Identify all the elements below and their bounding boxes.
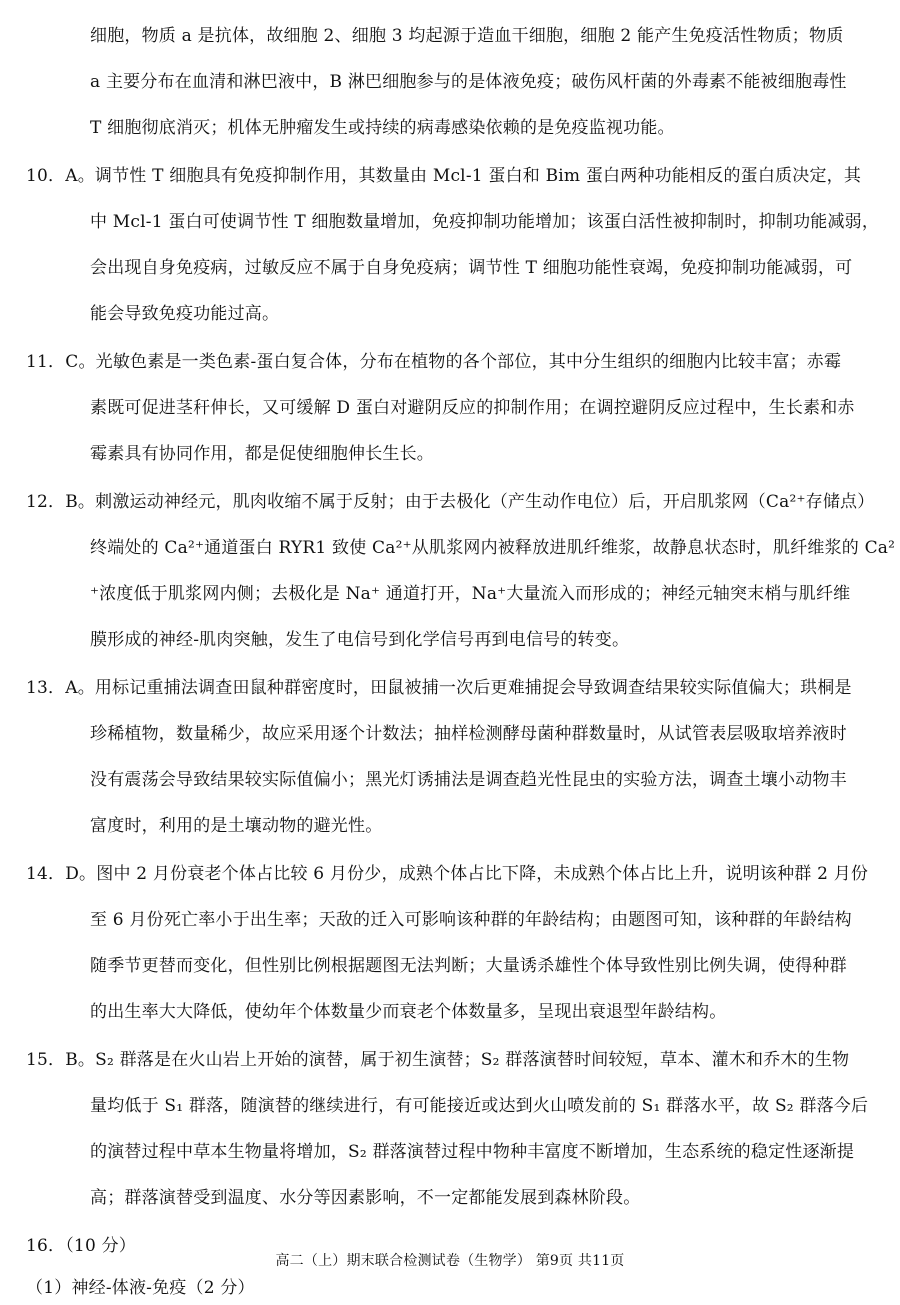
text-line: 随季节更替而变化，但性别比例根据题图无法判断；大量诱杀雄性个体导致性别比例失调，使得种群 — [90, 956, 847, 976]
text-line: 的出生率大大降低，使幼年个体数量少而衰老个体数量多，呈现出衰退型年龄结构。 — [90, 1002, 727, 1022]
text-line: 富度时，利用的是土壤动物的避光性。 — [90, 816, 383, 836]
page-footer: 高二（上）期末联合检测试卷（生物学） 第9页 共11页 — [275, 1253, 625, 1269]
text-line: 霉素具有协同作用，都是促使细胞伸长生长。 — [90, 444, 434, 464]
text-line: T 细胞彻底消灭；机体无肿瘤发生或持续的病毒感染依赖的是免疫监视功能。 — [90, 118, 675, 138]
text-line: （1）神经-体液-免疫（2 分） — [26, 1278, 255, 1298]
text-line: 珍稀植物，数量稀少，故应采用逐个计数法；抽样检测酵母菌种群数量时，从试管表层吸取培养液时 — [90, 724, 847, 744]
text-line: 没有震荡会导致结果较实际值偏小；黑光灯诱捕法是调查趋光性昆虫的实验方法，调查土壤小动物丰 — [90, 770, 847, 790]
text-line: ⁺浓度低于肌浆网内侧；去极化是 Na⁺ 通道打开，Na⁺大量流入而形成的；神经元轴突末梢与肌纤维 — [90, 584, 851, 604]
text-line: 10．A。调节性 T 细胞具有免疫抑制作用，其数量由 Mcl-1 蛋白和 Bim 蛋白两种功能相反的蛋白质决定，其 — [26, 166, 862, 186]
text-line: 会出现自身免疫病，过敏反应不属于自身免疫病；调节性 T 细胞功能性衰竭，免疫抑制功能减弱，可 — [90, 258, 853, 278]
text-line: 素既可促进茎秆伸长，又可缓解 D 蛋白对避阴反应的抑制作用；在调控避阴反应过程中，生长素和赤 — [90, 398, 855, 418]
text-line: 能会导致免疫功能过高。 — [90, 304, 280, 324]
text-line: 的演替过程中草本生物量将增加，S₂ 群落演替过程中物种丰富度不断增加，生态系统的稳定性逐渐提 — [90, 1142, 855, 1162]
text-line: 16．（10 分） — [26, 1236, 136, 1256]
text-line: 至 6 月份死亡率小于出生率；天敌的迁入可影响该种群的年龄结构；由题图可知，该种群的年龄结构 — [90, 910, 852, 930]
text-line: a 主要分布在血清和淋巴液中，B 淋巴细胞参与的是体液免疫；破伤风杆菌的外毒素不能被细胞毒性 — [90, 72, 847, 92]
text-line: 12．B。刺激运动神经元，肌肉收缩不属于反射；由于去极化（产生动作电位）后，开启肌浆网（Ca²⁺存储点） — [26, 492, 875, 512]
text-line: 13．A。用标记重捕法调查田鼠种群密度时，田鼠被捕一次后更难捕捉会导致调查结果较实际值偏大；珙桐是 — [26, 678, 852, 698]
text-line: 膜形成的神经-肌肉突触，发生了电信号到化学信号再到电信号的转变。 — [90, 630, 630, 650]
text-line: 14．D。图中 2 月份衰老个体占比较 6 月份少，成熟个体占比下降，未成熟个体占比上升，说明该种群 2 月份 — [26, 864, 869, 884]
text-line: 终端处的 Ca²⁺通道蛋白 RYR1 致使 Ca²⁺从肌浆网内被释放进肌纤维浆，故静息状态时，肌纤维浆的 Ca² — [90, 538, 896, 558]
text-line: 15．B。S₂ 群落是在火山岩上开始的演替，属于初生演替；S₂ 群落演替时间较短，草本、灌木和乔木的生物 — [26, 1050, 850, 1070]
text-line: 高；群落演替受到温度、水分等因素影响，不一定都能发展到森林阶段。 — [90, 1188, 641, 1208]
text-line: 11．C。光敏色素是一类色素-蛋白复合体，分布在植物的各个部位，其中分生组织的细胞内比较丰富；赤霉 — [26, 352, 842, 372]
text-line: 量均低于 S₁ 群落，随演替的继续进行，有可能接近或达到火山喷发前的 S₁ 群落水平，故 S₂ 群落今后 — [90, 1096, 869, 1116]
text-line: 细胞，物质 a 是抗体，故细胞 2、细胞 3 均起源于造血干细胞，细胞 2 能产生免疫活性物质；物质 — [90, 26, 844, 46]
text-line: 中 Mcl-1 蛋白可使调节性 T 细胞数量增加，免疫抑制功能增加；该蛋白活性被抑制时，抑制功能减弱， — [90, 212, 880, 232]
